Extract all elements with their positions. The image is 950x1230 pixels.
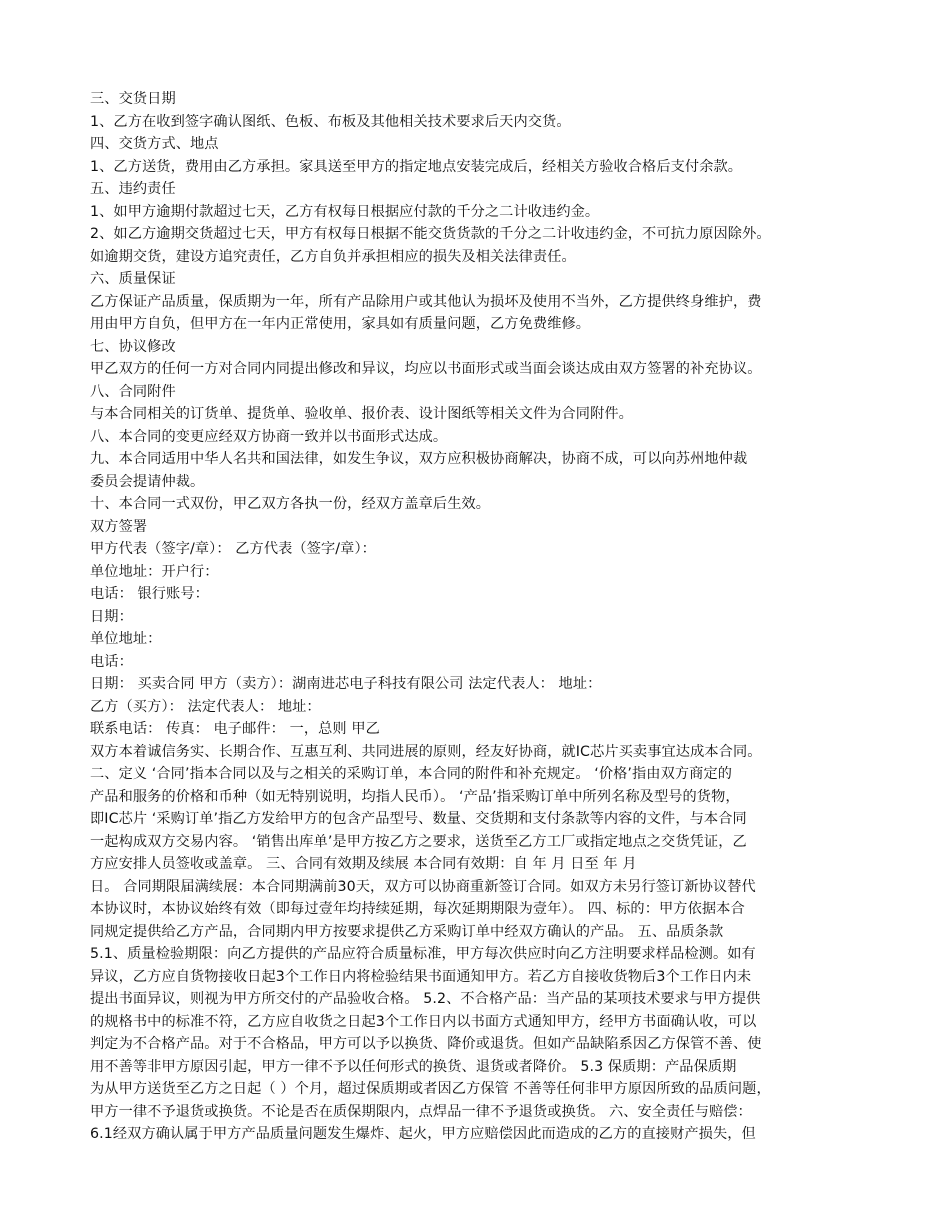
section-heading-quality: 六、质量保证 — [90, 271, 176, 287]
contract-text — [90, 88, 862, 1146]
section-heading-amendment: 七、协议修改 — [90, 338, 176, 355]
paragraph-line: 同规定提供给乙方产品，合同期内甲方按要求提供乙方采购订单中经双方确认的产品。 五、品质条款 — [90, 923, 724, 940]
section-heading-delivery-date: 三、交货日期 — [90, 91, 176, 107]
paragraph-line: 为从甲方送货至乙方之日起（ ）个月，超过保质期或者因乙方保管 不善等任何非甲方原因所致的品质问题， — [90, 1081, 771, 1097]
paragraph-line: 1、如甲方逾期付款超过七天，乙方有权每日根据应付款的千分之二计收违约金。 — [90, 203, 600, 220]
paragraph-line: 一起构成双方交易内容。 ‘销售出库单’是甲方按乙方之要求，送货至乙方工厂或指定地点之交货凭证，乙 — [90, 833, 747, 850]
section-heading-attachments: 八、合同附件 — [90, 383, 176, 400]
signature-line: 单位地址： — [90, 631, 162, 647]
section-heading-delivery-method: 四、交货方式、地点 — [90, 136, 219, 152]
paragraph-line: 双方本着诚信务实、长期合作、互惠互利、共同进展的原则，经友好协商，就IC芯片买卖事宜达成本合同。 — [90, 743, 762, 760]
paragraph-line: 乙方保证产品质量，保质期为一年，所有产品除用户或其他认为损坏及使用不当外，乙方提供终身维护，费 — [90, 293, 762, 310]
paragraph-line: 日期： 买卖合同 甲方（卖方）：湖南进芯电子科技有限公司 法定代表人： 地址： — [90, 676, 602, 692]
paragraph-line: 甲乙双方的任何一方对合同内同提出修改和异议，均应以书面形式或当面会谈达成由双方签署的补充协议。 — [90, 361, 762, 377]
paragraph-line: 与本合同相关的订货单、提货单、验收单、报价表、设计图纸等相关文件为合同附件。 — [90, 406, 633, 422]
signature-line: 电话： — [90, 653, 133, 670]
paragraph-line: 6.1经双方确认属于甲方产品质量问题发生爆炸、起火，甲方应赔偿因此而造成的乙方的直接财产损失，但 — [90, 1126, 756, 1142]
paragraph-line: 1、乙方在收到签字确认图纸、色板、布板及其他相关技术要求后天内交货。 — [90, 113, 571, 130]
signature-line: 单位地址：开户行： — [90, 563, 219, 580]
section-heading-signatures: 双方签署 — [90, 518, 148, 535]
paragraph-line: 用由甲方自负，但甲方在一年内正常使用，家具如有质量问题，乙方免费维修。 — [90, 316, 591, 332]
paragraph-line: 用不善等非甲方原因引起，甲方一律不予以任何形式的换货、退货或者降价。 5.3 保质期：产品保质期 — [90, 1058, 737, 1075]
paragraph-line: 产品和服务的价格和币种（如无特别说明，均指人民币）。 ‘产品’指采购订单中所列名称及型号的货物， — [90, 788, 740, 805]
paragraph-line: 十、本合同一式双份，甲乙双方各执一份，经双方盖章后生效。 — [90, 496, 491, 512]
paragraph-line: 日。 合同期限届满续展：本合同期满前30天，双方可以协商重新签订合同。如双方未另行签订新协议替代 — [90, 878, 756, 895]
section-heading-breach: 五、违约责任 — [90, 181, 176, 197]
paragraph-line: 联系电话： 传真： 电子邮件： 一，总则 甲乙 — [90, 721, 380, 737]
paragraph-line: 二、定义 ‘合同’指本合同以及与之相关的采购订单，本合同的附件和补充规定。 ‘价格’指由双方商定的 — [90, 766, 733, 782]
paragraph-line: 甲方一律不予退货或换货。不论是否在质保期限内，点焊品一律不予退货或换货。 六、安全责任与赔偿： — [90, 1103, 752, 1120]
signature-line: 日期： — [90, 608, 133, 625]
paragraph-line: 委员会提请仲裁。 — [90, 473, 205, 490]
paragraph-line: 方应安排人员签收或盖章。 三、合同有效期及续展 本合同有效期：自 年 月 日至 年 月 — [90, 856, 637, 872]
paragraph-line: 的规格书中的标准不符，乙方应自收货之日起3个工作日内以书面方式通知甲方，经甲方书面确认收，可以 — [90, 1013, 757, 1030]
paragraph-line: 乙方（买方）： 法定代表人： 地址： — [90, 698, 321, 715]
paragraph-line: 提出书面异议，则视为甲方所交付的产品验收合格。 5.2、不合格产品：当产品的某项技术要求与甲方提供 — [90, 991, 761, 1007]
signature-line: 甲方代表（签字/章）： 乙方代表（签字/章）： — [90, 541, 376, 557]
paragraph-line: 如逾期交货，建设方追究责任，乙方自负并承担相应的损失及相关法律责任。 — [90, 248, 576, 265]
paragraph-line: 即IC芯片 ‘采购订单’指乙方发给甲方的包含产品型号、数量、交货期和支付条款等内容的文件，与本合同 — [90, 811, 747, 827]
paragraph-line: 2、如乙方逾期交货超过七天，甲方有权每日根据不能交货货款的千分之二计收违约金，不可抗力原因除外。 — [90, 226, 771, 242]
paragraph-line: 九、本合同适用中华人名共和国法律，如发生争议，双方应积极协商解决，协商不成，可以向苏州地仲裁 — [90, 451, 748, 467]
paragraph-line: 1、乙方送货，费用由乙方承担。家具送至甲方的指定地点安装完成后，经相关方验收合格后支付余款。 — [90, 158, 743, 175]
signature-line: 电话： 银行账号： — [90, 586, 209, 602]
paragraph-line: 异议，乙方应自货物接收日起3个工作日内将检验结果书面通知甲方。若乙方自接收货物后3个工作日内未 — [90, 968, 752, 985]
paragraph-line: 5.1、质量检验期限：向乙方提供的产品应符合质量标准，甲方每次供应时向乙方注明要求样品检测。如有 — [90, 946, 756, 962]
paragraph-line: 八、本合同的变更应经双方协商一致并以书面形式达成。 — [90, 428, 448, 445]
paragraph-line: 判定为不合格产品。对于不合格品，甲方可以予以换货、降价或退货。但如产品缺陷系因乙方保管不善、使 — [90, 1036, 762, 1052]
paragraph-line: 本协议时，本协议始终有效（即每过壹年均持续延期，每次延期期限为壹年）。 四、标的：甲方依据本合 — [90, 901, 745, 917]
